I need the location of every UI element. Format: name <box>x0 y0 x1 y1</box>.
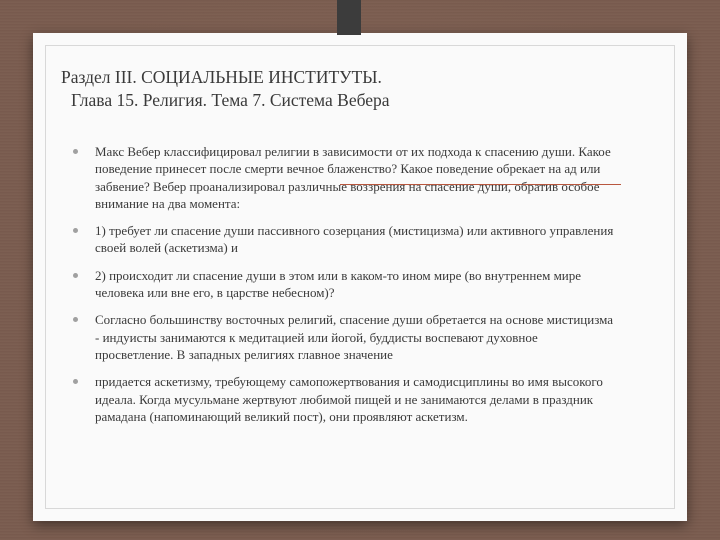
bullet-item <box>70 222 615 257</box>
bullet-item <box>70 311 615 363</box>
bullet-dot-icon <box>73 273 78 278</box>
bullet-text: Макс Вебер классифицировал религии в зависимости от их подхода к спасению души. Какое поведение принесет после смерти вечное блаженство? Какое поведение обрекает на ад или забвение? Вебер проанализировал различные воззрения на спасение души, обратив особое внимание на два момента: <box>95 144 611 211</box>
bullet-list <box>70 143 615 435</box>
bullet-text: 2) происходит ли спасение души в этом или в каком-то ином мире (во внутреннем мире человека или вне его, в царстве небесном)? <box>95 267 582 301</box>
title-line-1: Раздел III. СОЦИАЛЬНЫЕ ИНСТИТУТЫ. <box>61 67 382 87</box>
bullet-dot-icon <box>73 317 78 322</box>
bullet-text: придается аскетизму, требующему самопожертвования и самодисциплины во имя высокого идеала. Когда мусульмане жертвуют любимой пищей и не занимаются делами в праздник рамадана (напоминающий великий пост), они проявляют аскетизм. <box>95 374 603 424</box>
top-tab-bar <box>337 0 361 35</box>
bullet-item <box>70 267 615 302</box>
title-line-2: Глава 15. Религия. Тема 7. Система Вебера <box>71 90 390 110</box>
slide-title <box>61 66 641 112</box>
bullet-text: Согласно большинству восточных религий, спасение души обретается на основе мистицизма - индуисты занимаются к медитацией или йогой, буддисты воспевают духовное просветление. В западных религиях главное значение <box>95 312 614 362</box>
bullet-item <box>70 373 615 425</box>
bullet-dot-icon <box>73 149 78 154</box>
bullet-dot-icon <box>73 379 78 384</box>
bullet-item <box>70 143 615 212</box>
bullet-dot-icon <box>73 228 78 233</box>
bullet-text: 1) требует ли спасение души пассивного созерцания (мистицизма) или активного управления своей волей (аскетизма) и <box>95 223 614 256</box>
